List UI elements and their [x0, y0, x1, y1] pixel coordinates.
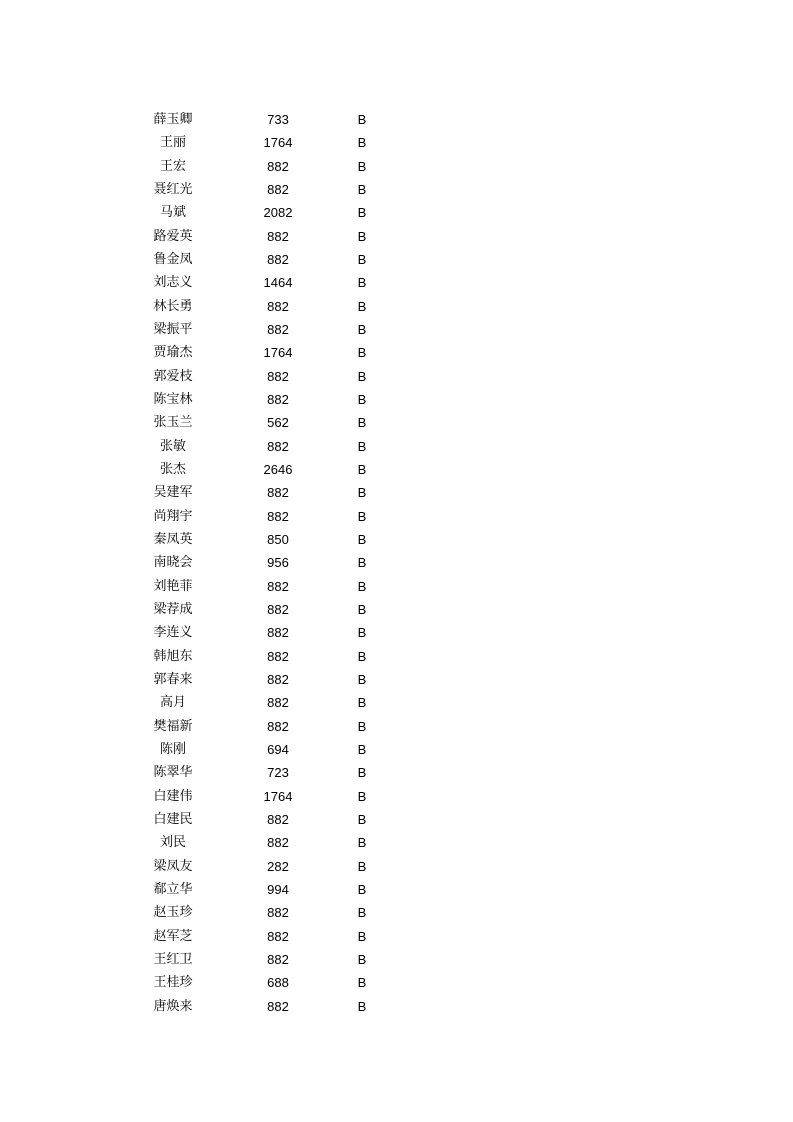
row-name: 郗立华 — [153, 881, 193, 897]
row-grade: B — [357, 998, 367, 1014]
table-row — [130, 131, 384, 154]
row-amount: 2082 — [263, 205, 293, 221]
row-grade: B — [357, 788, 367, 804]
row-grade: B — [357, 322, 367, 338]
table-row — [130, 924, 384, 947]
row-amount: 882 — [267, 158, 289, 174]
row-name: 张杰 — [159, 462, 186, 478]
row-grade: B — [357, 112, 367, 128]
row-amount: 2646 — [263, 462, 293, 478]
table-row — [130, 738, 384, 761]
table-row — [130, 645, 384, 668]
row-name: 王桂珍 — [153, 975, 193, 991]
row-name: 陈翠华 — [153, 765, 193, 781]
row-amount: 562 — [267, 415, 289, 431]
row-amount: 882 — [267, 322, 289, 338]
row-grade: B — [357, 905, 367, 921]
table-row — [130, 458, 384, 481]
row-amount: 882 — [267, 835, 289, 851]
row-grade: B — [357, 765, 367, 781]
row-name: 高月 — [159, 695, 186, 711]
row-amount: 723 — [267, 765, 289, 781]
row-name: 白建伟 — [153, 788, 193, 804]
row-amount: 1764 — [263, 345, 293, 361]
row-amount: 882 — [267, 508, 289, 524]
row-amount: 694 — [267, 742, 289, 758]
row-amount: 956 — [267, 555, 289, 571]
row-grade: B — [357, 205, 367, 221]
row-name: 赵军芝 — [153, 928, 193, 944]
table-row — [130, 318, 384, 341]
table-row — [130, 668, 384, 691]
table-row — [130, 621, 384, 644]
row-amount: 882 — [267, 368, 289, 384]
table-row — [130, 271, 384, 294]
row-name: 尚翔宇 — [153, 508, 193, 524]
row-name: 白建民 — [153, 812, 193, 827]
row-amount: 882 — [267, 438, 289, 454]
row-name: 薛玉卿 — [153, 112, 193, 128]
table-row — [130, 971, 384, 994]
row-grade: B — [357, 275, 367, 291]
row-name: 梁振平 — [153, 322, 193, 338]
row-grade: B — [357, 625, 367, 641]
row-name: 郭爱枝 — [153, 368, 193, 384]
row-amount: 688 — [267, 975, 289, 991]
row-name: 赵玉珍 — [153, 905, 193, 921]
row-grade: B — [357, 928, 367, 944]
row-amount: 882 — [267, 602, 289, 618]
row-amount: 882 — [267, 625, 289, 641]
row-name: 樊福新 — [153, 718, 193, 734]
row-name: 梁凤友 — [153, 858, 193, 874]
table-row — [130, 994, 384, 1017]
row-name: 梁荐成 — [153, 602, 193, 618]
row-grade: B — [357, 602, 367, 618]
row-amount: 882 — [267, 182, 289, 198]
row-grade: B — [357, 182, 367, 198]
table-row — [130, 435, 384, 458]
row-amount: 882 — [267, 672, 289, 688]
table-row — [130, 901, 384, 924]
row-amount: 882 — [267, 928, 289, 944]
row-amount: 994 — [267, 881, 289, 897]
table-row — [130, 598, 384, 621]
row-name: 刘民 — [159, 835, 186, 851]
table-row — [130, 201, 384, 224]
table-row — [130, 878, 384, 901]
table-row — [130, 575, 384, 598]
row-grade: B — [357, 485, 367, 501]
row-grade: B — [357, 462, 367, 478]
row-name: 王宏 — [159, 158, 186, 174]
row-amount: 1764 — [263, 788, 293, 804]
row-amount: 882 — [267, 228, 289, 244]
table-row — [130, 761, 384, 784]
row-grade: B — [357, 508, 367, 524]
row-amount: 733 — [267, 112, 289, 128]
row-name: 张玉兰 — [153, 415, 193, 431]
row-grade: B — [357, 951, 367, 967]
table-row — [130, 365, 384, 388]
row-name: 郭春来 — [153, 672, 193, 688]
row-name: 吴建军 — [153, 485, 193, 501]
row-amount: 1764 — [263, 135, 293, 151]
row-grade: B — [357, 298, 367, 314]
row-amount: 282 — [267, 858, 289, 874]
row-name: 鲁金凤 — [153, 252, 193, 268]
table-row — [130, 155, 384, 178]
row-amount: 882 — [267, 905, 289, 921]
row-grade: B — [357, 392, 367, 408]
table-row — [130, 178, 384, 201]
row-grade: B — [357, 695, 367, 711]
row-grade: B — [357, 835, 367, 851]
row-name: 林长勇 — [153, 298, 193, 314]
table-row — [130, 248, 384, 271]
row-amount: 882 — [267, 578, 289, 594]
row-name: 张敏 — [159, 438, 186, 454]
row-grade: B — [357, 672, 367, 688]
table-row — [130, 691, 384, 714]
row-grade: B — [357, 415, 367, 431]
table-row — [130, 481, 384, 504]
row-grade: B — [357, 648, 367, 664]
table-row — [130, 715, 384, 738]
row-amount: 882 — [267, 695, 289, 711]
row-name: 聂红光 — [153, 182, 193, 198]
table-row — [130, 108, 384, 131]
row-grade: B — [357, 881, 367, 897]
table-row — [130, 528, 384, 551]
row-name: 南晓会 — [153, 555, 193, 571]
row-grade: B — [357, 228, 367, 244]
row-name: 刘艳菲 — [153, 578, 193, 594]
row-name: 王丽 — [159, 135, 186, 151]
row-amount: 882 — [267, 392, 289, 408]
table-row — [130, 225, 384, 248]
row-name: 马斌 — [159, 205, 186, 221]
row-name: 路爱英 — [153, 228, 193, 244]
row-name: 韩旭东 — [153, 648, 193, 664]
row-grade: B — [357, 578, 367, 594]
table-row — [130, 785, 384, 808]
table-row — [130, 551, 384, 574]
row-amount: 882 — [267, 298, 289, 314]
table-row — [130, 341, 384, 364]
row-grade: B — [357, 368, 367, 384]
row-amount: 882 — [267, 485, 289, 501]
table-row — [130, 505, 384, 528]
row-grade: B — [357, 252, 367, 268]
row-amount: 882 — [267, 648, 289, 664]
row-name: 刘志义 — [153, 275, 193, 291]
row-grade: B — [357, 555, 367, 571]
row-amount: 882 — [267, 812, 289, 827]
row-name: 秦凤英 — [153, 532, 193, 548]
row-grade: B — [357, 438, 367, 454]
row-name: 唐焕来 — [153, 998, 193, 1014]
row-name: 贾瑜杰 — [153, 345, 193, 361]
row-grade: B — [357, 158, 367, 174]
row-grade: B — [357, 532, 367, 548]
data-table — [130, 108, 384, 1018]
row-name: 王红卫 — [153, 951, 193, 967]
row-amount: 882 — [267, 252, 289, 268]
row-grade: B — [357, 858, 367, 874]
table-row — [130, 295, 384, 318]
row-amount: 882 — [267, 998, 289, 1014]
row-name: 陈宝林 — [153, 392, 193, 408]
row-grade: B — [357, 975, 367, 991]
row-amount: 882 — [267, 951, 289, 967]
row-grade: B — [357, 345, 367, 361]
table-row — [130, 948, 384, 971]
row-name: 陈刚 — [159, 742, 186, 758]
row-name: 李连义 — [153, 625, 193, 641]
row-amount: 1464 — [263, 275, 293, 291]
table-row — [130, 411, 384, 434]
row-grade: B — [357, 135, 367, 151]
row-grade: B — [357, 742, 367, 758]
row-grade: B — [357, 718, 367, 734]
table-row — [130, 388, 384, 411]
row-grade: B — [357, 812, 367, 827]
table-row — [130, 831, 384, 854]
table-row — [130, 855, 384, 878]
row-amount: 850 — [267, 532, 289, 548]
table-row — [130, 808, 384, 831]
row-amount: 882 — [267, 718, 289, 734]
